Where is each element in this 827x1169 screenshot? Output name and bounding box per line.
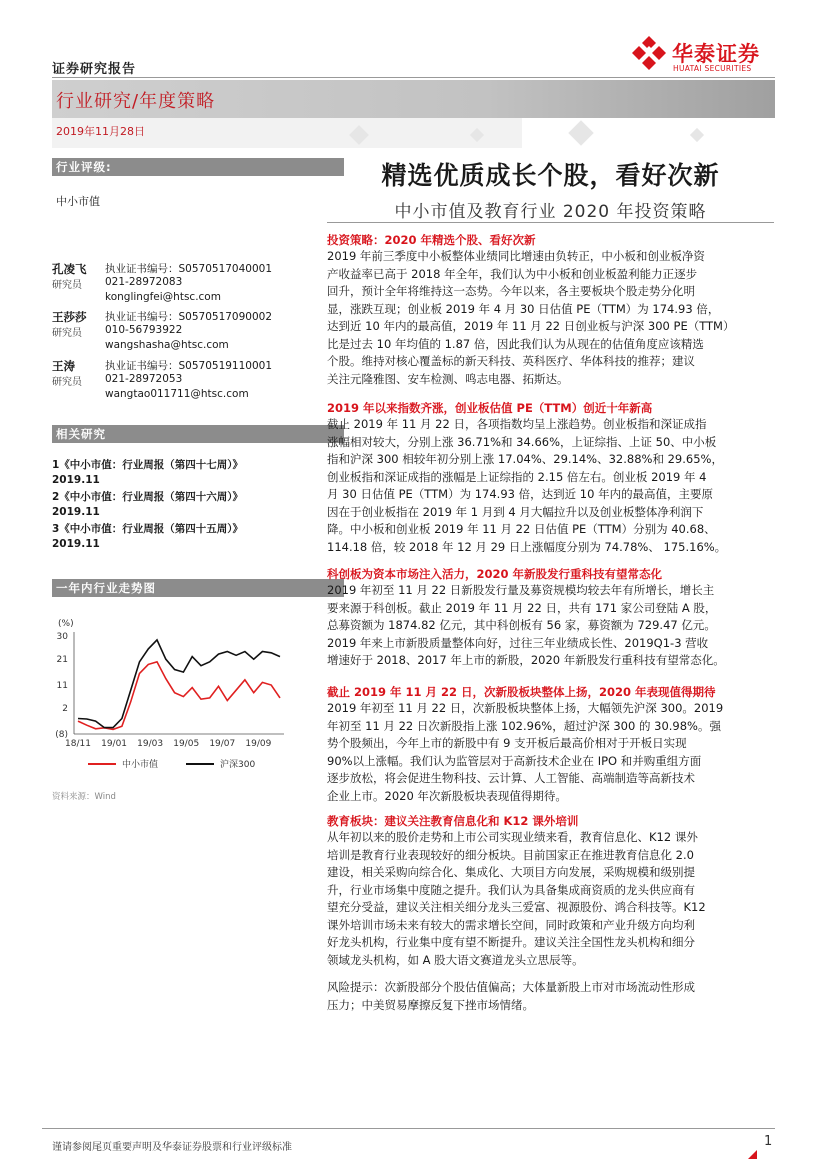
x-tick-label: 18/11 bbox=[65, 739, 91, 749]
section-text-line: 指和沪深 300 相较年初分别上涨 17.04%、29.14%、32.88%和 29.65%， bbox=[327, 452, 723, 466]
report-headline: 精选优质成长个股，看好次新 bbox=[381, 161, 720, 190]
section-text-line: 个股。维持对核心覆盖标的新天科技、英科医疗、华体科技的推荐；建议 bbox=[327, 354, 695, 368]
section-text-line: 望充分受益，建议关注相关细分龙头三爱富、视源股份、鸿合科技等。K12 bbox=[327, 900, 706, 914]
footer-divider bbox=[42, 1128, 775, 1129]
analyst-email[interactable]: konglingfei@htsc.com bbox=[105, 291, 221, 303]
related-report-title: 1《中小市值：行业周报（第四十七周）》 bbox=[52, 459, 244, 471]
section-text-line: 关注元隆雅图、安车检测、鸣志电器、拓斯达。 bbox=[327, 371, 569, 386]
section-text-line: 建设，相关采购向综合化、集成化、大项目方向发展，采购规模和级别提 bbox=[327, 865, 695, 879]
headline-divider bbox=[327, 222, 774, 223]
logo-chinese-name: 华泰证券 bbox=[672, 42, 760, 66]
section-text-line: 2019 年初至 11 月 22 日，次新股板块整体上扬，大幅领先沪深 300。2019 bbox=[327, 701, 724, 715]
section-text-line: 比是过去 10 年均值的 1.87 倍，因此我们认为从现在的估值角度应该精选 bbox=[327, 336, 704, 351]
section-title: 投资策略：2020 年精选个股、看好次新 bbox=[327, 233, 536, 247]
analyst-phone: 010-56793922 bbox=[105, 324, 183, 336]
y-tick-label: 21 bbox=[56, 655, 68, 666]
chart-source: 资料来源：Wind bbox=[52, 792, 116, 802]
section-title: 截止 2019 年 11 月 22 日，次新股板块整体上扬，2020 年表现值得期待 bbox=[327, 685, 716, 699]
x-tick-label: 19/07 bbox=[209, 739, 236, 749]
huatai-logo-icon bbox=[632, 36, 666, 70]
section-text-line: 产收益率已高于 2018 年全年，我们认为中小板和创业板盈利能力正逐步 bbox=[327, 266, 698, 281]
analyst-phone: 021-28972053 bbox=[105, 373, 183, 385]
analyst-cert: 执业证书编号：S0570517090002 bbox=[105, 311, 273, 323]
footer-disclaimer: 谨请参阅尾页重要声明及华泰证券股票和行业评级标准 bbox=[52, 1142, 292, 1153]
trend-chart-heading: 一年内行业走势图 bbox=[52, 579, 344, 597]
section-text-line: 课外培训市场未来有较大的需求增长空间，同时政策和产业升级方向均利 bbox=[327, 917, 695, 932]
y-axis-unit: (%) bbox=[58, 619, 74, 629]
section-text-line: 月 30 日估值 PE（TTM）为 174.93 倍，达到近 10 年内的最高值，主要原 bbox=[327, 487, 714, 501]
section-text-line: 企业上市。2020 年次新股板块表现值得期待。 bbox=[327, 788, 567, 803]
trend-chart-section bbox=[52, 579, 344, 597]
y-tick-label: 30 bbox=[56, 632, 68, 642]
section-text-line: 114.18 倍，较 2018 年 12 月 29 日上涨幅度分别为 74.78%、 175.16%。 bbox=[327, 539, 727, 554]
section-text-line: 创业板指和深证成指的涨幅是上证综指的 2.15 倍左右。创业板 2019 年 4 bbox=[327, 469, 707, 484]
analyst-role: 研究员 bbox=[52, 377, 82, 388]
rating-heading: 行业评级: bbox=[52, 158, 344, 176]
risk-warning-line: 压力；中美贸易摩擦反复下挫市场情绪。 bbox=[327, 997, 534, 1012]
decorative-diamond bbox=[568, 120, 593, 145]
section-text-line: 降。中小板和创业板 2019 年 11 月 22 日估值 PE（TTM）分别为 40.68、 bbox=[327, 522, 716, 536]
section-title: 科创板为资本市场注入活力，2020 年新股发行重科技有望常态化 bbox=[327, 567, 663, 581]
analyst-role: 研究员 bbox=[52, 280, 82, 291]
analyst-cert: 执业证书编号：S0570519110001 bbox=[105, 360, 273, 372]
x-tick-label: 19/09 bbox=[245, 739, 272, 749]
analyst-card bbox=[52, 309, 344, 357]
report-subheadline: 中小市值及教育行业 2020 年投资策略 bbox=[394, 202, 707, 222]
series-line bbox=[78, 640, 280, 728]
footer-corner-mark bbox=[748, 1150, 757, 1159]
analyst-card bbox=[52, 358, 344, 406]
related-research-section bbox=[52, 425, 344, 443]
decorative-diamond bbox=[690, 128, 704, 142]
x-tick-label: 19/05 bbox=[173, 739, 200, 749]
section-title: 教育板块：建议关注教育信息化和 K12 课外培训 bbox=[327, 814, 579, 828]
legend-label: 中小市值 bbox=[122, 760, 159, 770]
section-text-line: 领域龙头机构，如 A 股大语文赛道龙头立思辰等。 bbox=[327, 952, 584, 967]
related-report-date: 2019.11 bbox=[52, 538, 100, 550]
legend-label: 沪深300 bbox=[220, 760, 256, 770]
industry-trend-chart bbox=[52, 601, 292, 786]
section-text-line: 总募资额为 1874.82 亿元，其中科创板有 56 家，募资额为 729.47 亿元。 bbox=[327, 618, 716, 632]
section-text-line: 2019 年初至 11 月 22 日新股发行量及募资规模均较去年有所增长，增长主 bbox=[327, 583, 715, 597]
section-text-line: 年初至 11 月 22 日次新股指上涨 102.96%，超过沪深 300 的 30.98%。强 bbox=[327, 718, 721, 733]
related-report-title: 2《中小市值：行业周报（第四十六周）》 bbox=[52, 491, 244, 503]
report-type-label: 证券研究报告 bbox=[52, 62, 137, 77]
related-report-item[interactable] bbox=[52, 490, 243, 520]
section-text-line: 升，行业市场集中度随之提升。我们认为具备集成商资质的龙头供应商有 bbox=[327, 882, 695, 897]
rating-section bbox=[52, 158, 344, 209]
analyst-card bbox=[52, 261, 344, 309]
analyst-role: 研究员 bbox=[52, 328, 82, 339]
logo-english-name: HUATAI SECURITIES bbox=[673, 64, 752, 73]
analyst-phone: 021-28972083 bbox=[105, 276, 183, 288]
related-report-title: 3《中小市值：行业周报（第四十五周）》 bbox=[52, 523, 244, 535]
analyst-email[interactable]: wangtao011711@htsc.com bbox=[105, 388, 249, 400]
rating-value: 中小市值 bbox=[56, 195, 100, 208]
section-text-line: 回升，预计全年将维持这一态势。今年以来，各主要板块个股走势分化明 bbox=[327, 284, 695, 298]
y-tick-label: 2 bbox=[62, 704, 68, 715]
x-tick-label: 19/01 bbox=[101, 739, 128, 749]
brand-logo bbox=[632, 36, 777, 78]
section-text-line: 从年初以来的股价走势和上市公司实现业绩来看，教育信息化、K12 课外 bbox=[327, 830, 698, 844]
report-date: 2019年11月28日 bbox=[56, 125, 145, 138]
section-text-line: 90%以上涨幅。我们认为监管层对于高新技术企业在 IPO 和并购重组方面 bbox=[327, 753, 702, 768]
related-report-date: 2019.11 bbox=[52, 474, 100, 486]
section-text-line: 逐步放松，将会促进生物科技、云计算、人工智能、高端制造等高新技术 bbox=[327, 771, 695, 785]
series-line bbox=[78, 662, 280, 730]
section-text-line: 培训是教育行业表现较好的细分板块。目前国家正在推进教育信息化 2.0 bbox=[327, 847, 694, 862]
section-text-line: 势个股频出，今年上市的新股中有 9 支开板后最高价相对于开板日实现 bbox=[327, 736, 687, 750]
related-report-item[interactable] bbox=[52, 522, 243, 552]
trend-chart-svg bbox=[52, 601, 292, 786]
related-report-date: 2019.11 bbox=[52, 506, 100, 518]
risk-warning-line: 风险提示：次新股部分个股估值偏高；大体量新股上市对市场流动性形成 bbox=[327, 980, 695, 994]
section-text-line: 显，涨跌互现；创业板 2019 年 4 月 30 日估值 PE（TTM）为 174.93 倍， bbox=[327, 301, 720, 316]
related-report-item[interactable] bbox=[52, 458, 243, 488]
section-text-line: 2019 年前三季度中小板整体业绩同比增速由负转正，中小板和创业板净资 bbox=[327, 249, 705, 263]
analyst-cert: 执业证书编号：S0570517040001 bbox=[105, 263, 273, 275]
page-number: 1 bbox=[764, 1134, 773, 1149]
section-text-line: 达到近 10 年内的最高值，2019 年 11 月 22 日创业板与沪深 300 PE（TTM） bbox=[327, 319, 735, 333]
banner-title: 行业研究/年度策略 bbox=[56, 91, 216, 112]
analyst-name: 王莎莎 bbox=[52, 310, 87, 324]
x-tick-label: 19/03 bbox=[137, 739, 164, 749]
header-divider bbox=[52, 77, 775, 78]
analyst-email[interactable]: wangshasha@htsc.com bbox=[105, 339, 229, 351]
section-title: 2019 年以来指数齐涨，创业板估值 PE（TTM）创近十年新高 bbox=[327, 401, 653, 415]
section-text-line: 好龙头机构，行业集中度有望不断提升。建议关注全国性龙头机构和细分 bbox=[327, 935, 695, 949]
related-research-heading: 相关研究 bbox=[52, 425, 344, 443]
y-tick-label: (8) bbox=[55, 730, 68, 740]
section-text-line: 要来源于科创板。截止 2019 年 11 月 22 日，共有 171 家公司登陆 A 股， bbox=[327, 600, 717, 615]
report-banner bbox=[52, 80, 775, 148]
section-text-line: 截止 2019 年 11 月 22 日，各项指数均呈上涨趋势。创业板指和深证成指 bbox=[327, 417, 707, 431]
analyst-name: 孔凌飞 bbox=[52, 262, 87, 276]
section-text-line: 2019 年来上市新股质量整体向好，过往三年业绩成长性、2019Q1-3 营收 bbox=[327, 635, 709, 650]
analyst-name: 王涛 bbox=[52, 359, 75, 373]
section-text-line: 涨幅相对较大，分别上涨 36.71%和 34.66%，上证综指、上证 50、中小板 bbox=[327, 434, 717, 449]
y-tick-label: 11 bbox=[56, 681, 68, 691]
section-text-line: 因在于创业板指在 2019 年 1 月到 4 月大幅拉升以及创业板整体净利润下 bbox=[327, 504, 704, 519]
section-text-line: 增速好于 2018、2017 年上市的新股，2020 年新股发行重科技有望常态化。 bbox=[327, 653, 725, 667]
